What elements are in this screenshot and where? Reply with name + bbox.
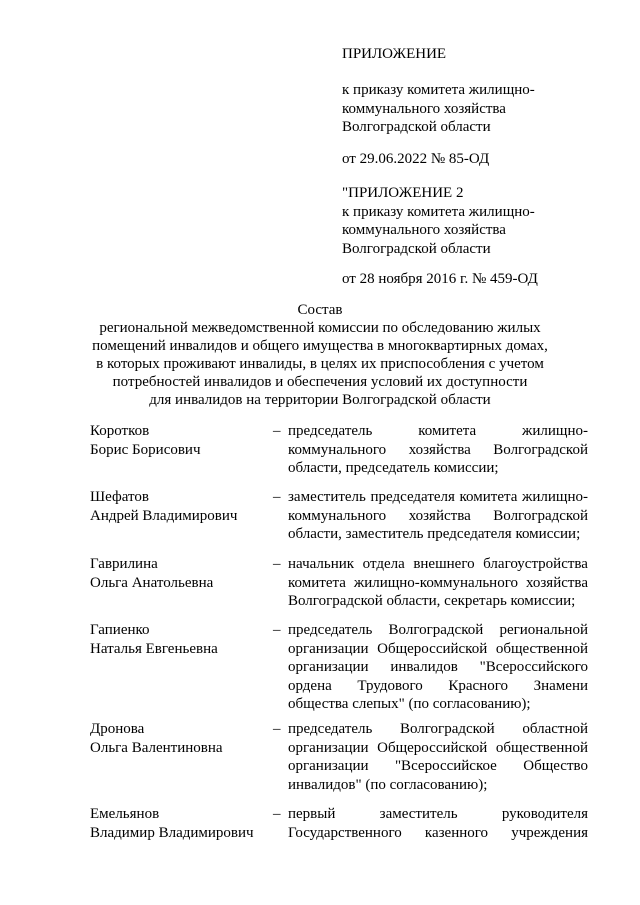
role-line [288,658,588,677]
role-word: Государственного [288,824,402,841]
role-word: инвалидов [390,659,458,675]
member-name [90,488,270,525]
role-word: начальник [288,556,355,572]
order-reference [342,81,612,137]
member-given-names: Ольга Анатольевна [90,574,214,591]
original-order-date-text: от 28 ноября 2016 г. № 459-ОД [342,271,538,287]
member-surname: Дронова [90,721,145,737]
role-word: первый [288,806,336,822]
role-line [288,805,588,824]
appendix-heading [342,45,612,64]
role-word: коммунального [288,441,387,458]
member-surname: Емельянов [90,806,160,822]
role-word: "Всероссийское [394,758,497,774]
role-word: ордена [288,677,332,694]
member-dash: – [273,489,281,505]
member-name [90,621,270,658]
role-line: области, председатель комиссии; [288,460,499,476]
member-surname: Гаврилина [90,556,158,572]
role-line: общества слепых" (по согласованию); [288,696,531,712]
member-dash: – [273,423,281,439]
appendix-label: ПРИЛОЖЕНИЕ [342,46,447,62]
role-word: Волгоградской [493,441,588,458]
member-given-names: Ольга Валентиновна [90,739,223,756]
role-word: общественной [495,640,588,657]
member-name [90,805,270,842]
role-line [288,441,588,460]
role-line [288,757,588,776]
member-role [288,805,588,842]
role-word: руководителя [501,806,588,822]
role-word: Общероссийской [377,739,488,756]
role-word: жилищно- [522,423,588,439]
role-word: Трудового [357,677,423,694]
appendix2-line: коммунального хозяйства [342,222,506,238]
role-word: организации [288,739,369,756]
role-word: жилищно- [522,489,588,505]
role-line [288,555,588,574]
role-line [288,621,588,640]
title-line: для инвалидов на территории Волгоградской области [149,392,491,408]
role-word: организации [288,640,369,657]
member-name [90,720,270,757]
role-line: Волгоградской области, секретарь комиссии; [288,593,576,609]
role-word: Красного [448,677,508,694]
role-line [288,824,588,843]
role-word: председатель [288,423,373,439]
title-line: региональной межведомственной комиссии по обследованию жилых [99,320,541,336]
role-line [288,739,588,758]
appendix2-line: Волгоградской области [342,240,491,257]
member-given-names: Владимир Владимирович [90,824,254,841]
original-order-date [342,270,612,289]
role-word: Знамени [533,677,588,694]
member-dash: – [273,806,281,822]
role-line [288,422,588,441]
role-word: областной [522,721,588,737]
role-word: жилищно-коммунального [353,574,518,591]
role-word: казенного [424,824,489,841]
member-given-names: Андрей Владимирович [90,507,238,524]
member-surname: Гапиенко [90,622,150,638]
member-role [288,555,588,611]
role-word: региональной [499,622,588,638]
role-word: благоустройства [483,556,588,572]
appendix2-line: к приказу комитета жилищно- [342,203,535,220]
member-dash: – [273,622,281,638]
document-title [60,301,580,409]
role-word: Волгоградской [399,721,495,737]
member-name [90,422,270,459]
title-line: потребностей инвалидов и обеспечения условий их доступности [112,374,528,390]
member-name [90,555,270,592]
title-line: Состав [297,302,343,318]
member-role [288,488,588,544]
role-line [288,488,588,507]
role-word: комитета [459,489,518,505]
role-word: организации [288,758,369,774]
member-role [288,621,588,714]
member-surname: Коротков [90,423,150,439]
member-dash: – [273,556,281,572]
role-word: внешнего [413,556,475,572]
role-word: комитета [418,423,477,439]
order-date [342,150,612,169]
role-word: хозяйства [525,574,588,591]
order-line: коммунального хозяйства [342,100,506,117]
member-given-names: Наталья Евгеньевна [90,640,218,657]
role-word: председатель [288,721,373,737]
role-line: инвалидов" (по согласованию); [288,776,488,793]
member-dash: – [273,721,281,737]
role-word: общественной [495,739,588,756]
member-role [288,720,588,794]
title-line: в которых проживают инвалиды, в целях их приспособления с учетом [96,356,544,372]
title-line: помещений инвалидов и общего имущества в многоквартирных домах, [92,338,548,354]
role-word: Волгоградской [493,507,588,524]
role-line [288,574,588,593]
role-word: заместитель [379,806,458,822]
role-line [288,677,588,696]
appendix2-line: "ПРИЛОЖЕНИЕ 2 [342,185,464,201]
role-word: Общероссийской [377,640,488,657]
role-word: заместитель [288,489,366,505]
member-role [288,422,588,478]
member-given-names: Борис Борисович [90,441,201,458]
role-line [288,507,588,526]
appendix2-reference [342,184,612,258]
role-word: организации [288,659,369,675]
role-word: хозяйства [408,441,471,458]
role-line [288,640,588,659]
role-word: коммунального [288,507,387,524]
role-word: отдела [362,556,405,572]
role-word: "Всероссийского [479,659,588,675]
role-word: Общество [523,758,588,774]
role-word: председателя [370,489,455,505]
order-line: Волгоградской области [342,119,491,135]
role-word: председатель [288,622,373,638]
order-line: к приказу комитета жилищно- [342,82,535,98]
role-word: учреждения [511,824,588,841]
order-date-text: от 29.06.2022 № 85-ОД [342,151,490,167]
role-line [288,720,588,739]
member-surname: Шефатов [90,489,149,505]
role-word: Волгоградской [388,622,484,638]
role-line: области, заместитель председателя комиссии; [288,526,581,542]
role-word: комитета [288,574,346,591]
role-word: хозяйства [408,507,471,524]
